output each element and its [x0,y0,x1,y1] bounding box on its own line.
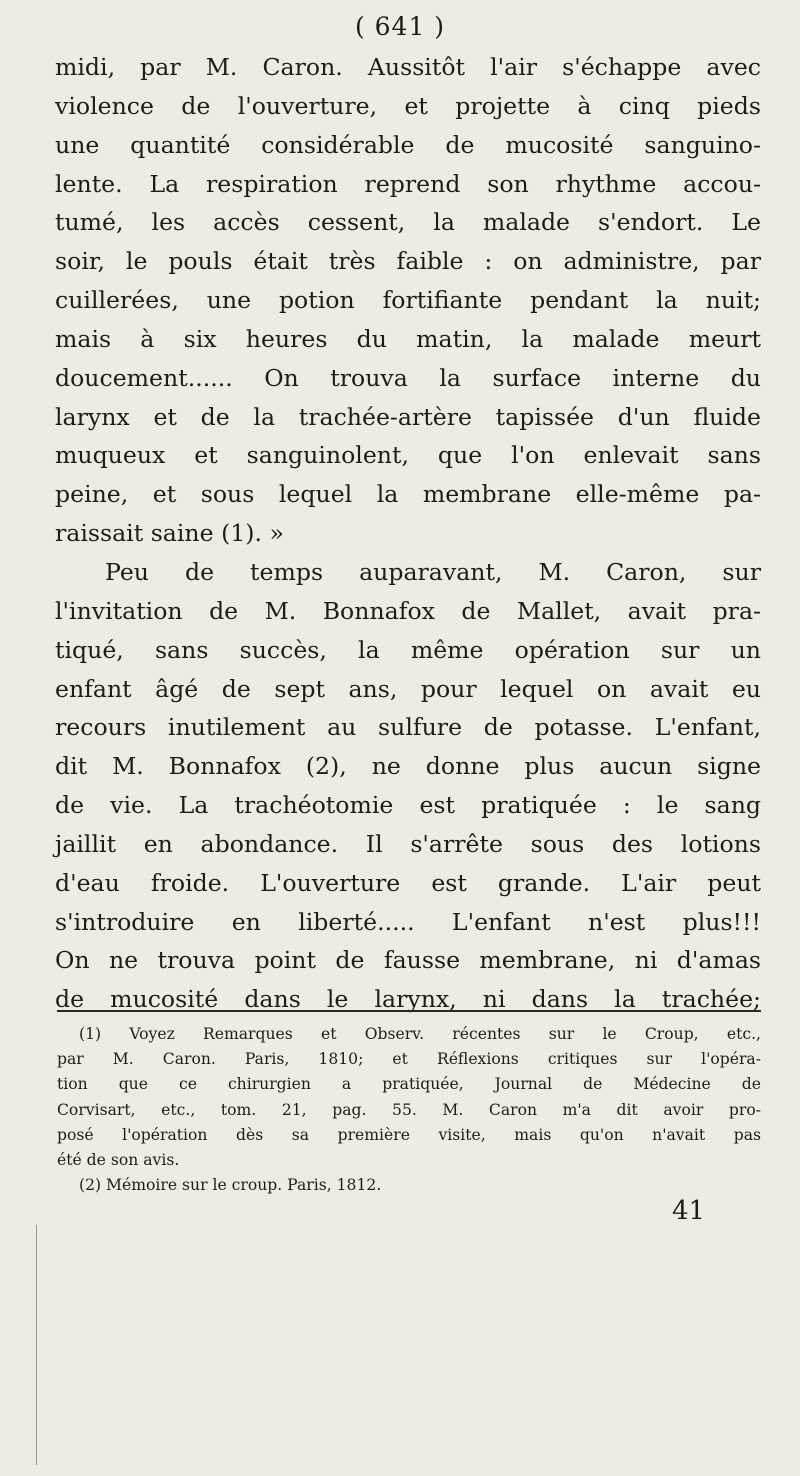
body-line: s'introduire en liberté..... L'enfant n'est plus!!! [55,907,761,936]
body-line: enfant âgé de sept ans, pour lequel on avait eu [55,674,761,703]
body-line: On ne trouva point de fausse membrane, ni d'amas [55,946,761,975]
footnote-line: tion que ce chirurgien a pratiquée, Journal de Médecine de [57,1075,761,1094]
footnote-divider [57,1010,761,1012]
footnote-line: été de son avis. [57,1150,180,1169]
footnote-line: par M. Caron. Paris, 1810; et Réflexions critiques sur l'opéra- [57,1050,761,1069]
body-line: de mucosité dans le larynx, ni dans la trachée; [55,985,761,1014]
binding-edge-line [36,1225,37,1465]
body-line: violence de l'ouverture, et projette à cinq pieds [55,91,761,120]
body-line: dit M. Bonnafox (2), ne donne plus aucun signe [55,752,761,781]
body-line: jaillit en abondance. Il s'arrête sous des lotions [55,829,761,858]
footnote-line: (2) Mémoire sur le croup. Paris, 1812. [79,1176,382,1195]
footnotes [57,1022,761,1198]
body-line: doucement...... On trouva la surface interne du [55,363,761,392]
body-line: recours inutilement au sulfure de potasse. L'enfant, [55,713,761,742]
body-line: tiqué, sans succès, la même opération sur un [55,635,761,664]
body-line: l'invitation de M. Bonnafox de Mallet, avait pra- [55,596,761,625]
body-line: larynx et de la trachée-artère tapissée d'un fluide [55,402,761,431]
body-line: cuillerées, une potion fortifiante pendant la nuit; [55,286,761,315]
body-text [55,48,761,1019]
body-line: une quantité considérable de mucosité sanguino- [55,130,761,159]
body-line: d'eau froide. L'ouverture est grande. L'air peut [55,868,761,897]
body-line: tumé, les accès cessent, la malade s'endort. Le [55,208,761,237]
body-line: peine, et sous lequel la membrane elle-même pa- [55,480,761,509]
page-number: ( 641 ) [354,12,446,41]
body-line: lente. La respiration reprend son rhythme accou- [55,169,761,198]
footnote-line: (1) Voyez Remarques et Observ. récentes sur le Croup, etc., [79,1025,761,1043]
footnote-line: posé l'opération dès sa première visite, mais qu'on n'avait pas [57,1125,761,1144]
body-line: Peu de temps auparavant, M. Caron, sur [105,557,761,586]
body-line: de vie. La trachéotomie est pratiquée : le sang [55,791,761,820]
body-line: midi, par M. Caron. Aussitôt l'air s'échappe avec [55,53,761,81]
signature-mark: 41 [672,1196,706,1226]
body-line: raissait saine (1). » [55,519,284,548]
body-line: mais à six heures du matin, la malade meurt [55,324,761,353]
footnote-line: Corvisart, etc., tom. 21, pag. 55. M. Caron m'a dit avoir pro- [57,1100,761,1119]
body-line: soir, le pouls était très faible : on administre, par [55,247,761,276]
body-line: muqueux et sanguinolent, que l'on enlevait sans [55,441,761,470]
